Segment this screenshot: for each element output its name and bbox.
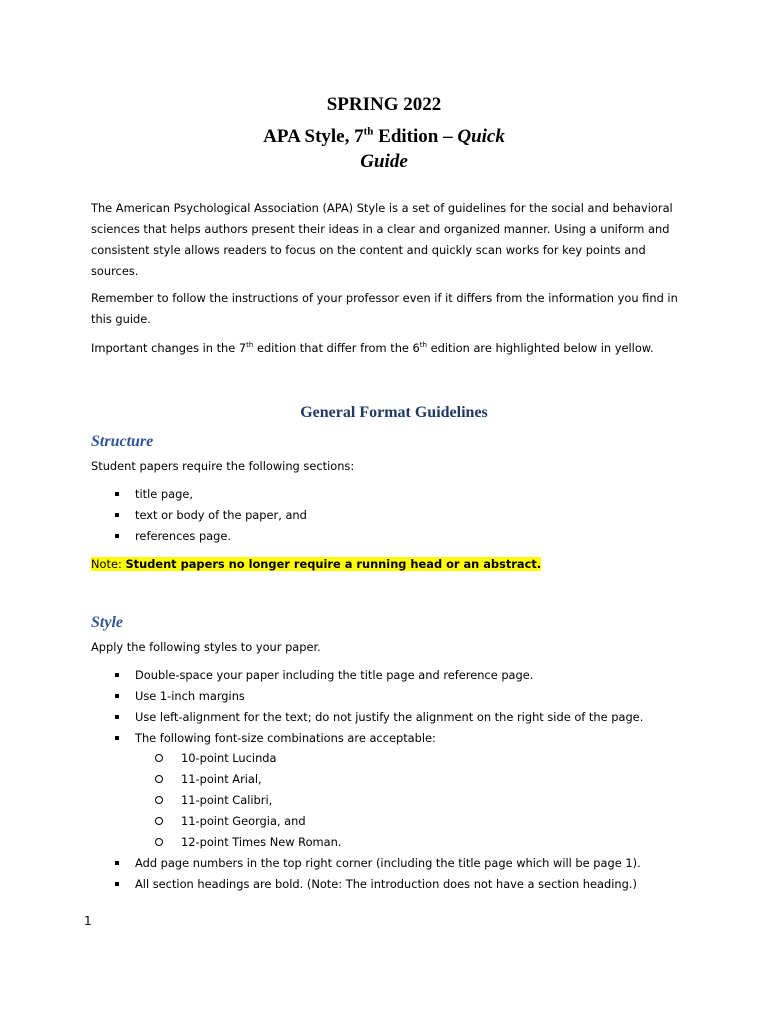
- list-item: 11-point Calibri,: [155, 790, 341, 811]
- list-item: 11-point Arial,: [155, 769, 341, 790]
- circle-bullet-icon: [155, 775, 163, 783]
- page-number: 1: [84, 914, 92, 928]
- style-list-continued: [113, 853, 641, 895]
- style-heading: Style: [91, 614, 123, 631]
- square-bullet-icon: [115, 534, 119, 538]
- intro-paragraph: The American Psychological Association (APA) Style is a set of guidelines for the social and behavioral sciences that helps authors present their ideas in a clear and organized manner. Using a uniform and consistent style allows readers to focus on the content and quickly scan works for key points and sources.: [91, 201, 673, 278]
- list-item: Add page numbers in the top right corner (including the title page which will be page 1).: [113, 853, 641, 874]
- changes-paragraph: Important changes in the 7th edition that differ from the 6th edition are highlighted below in yellow.: [91, 341, 654, 355]
- list-item: 10-point Lucinda: [155, 748, 341, 769]
- document-term: SPRING 2022: [326, 94, 442, 115]
- square-bullet-icon: [115, 736, 119, 740]
- circle-bullet-icon: [155, 838, 163, 846]
- font-options-list: [155, 748, 341, 853]
- document-title-continued: Guide: [360, 151, 408, 172]
- instructions-paragraph: Remember to follow the instructions of your professor even if it differs from the information you find in this guide.: [91, 291, 678, 326]
- list-item: 12-point Times New Roman.: [155, 832, 341, 853]
- list-item: Double-space your paper including the title page and reference page.: [113, 665, 643, 686]
- list-item: text or body of the paper, and: [113, 505, 307, 526]
- list-item: Use left-alignment for the text; do not justify the alignment on the right side of the page.: [113, 707, 643, 728]
- document-title: APA Style, 7th Edition – Quick: [263, 125, 505, 147]
- list-item: 11-point Georgia, and: [155, 811, 341, 832]
- list-item: All section headings are bold. (Note: The introduction does not have a section heading.): [113, 874, 641, 895]
- square-bullet-icon: [115, 715, 119, 719]
- list-item: title page,: [113, 484, 307, 505]
- structure-heading: Structure: [91, 433, 154, 450]
- structure-list: [113, 484, 307, 547]
- circle-bullet-icon: [155, 817, 163, 825]
- circle-bullet-icon: [155, 796, 163, 804]
- list-item: references page.: [113, 526, 307, 547]
- style-lead: Apply the following styles to your paper.: [91, 640, 321, 654]
- circle-bullet-icon: [155, 754, 163, 762]
- square-bullet-icon: [115, 513, 119, 517]
- section-heading: General Format Guidelines: [300, 404, 488, 421]
- note-label: Note:: [91, 557, 122, 571]
- style-list: [113, 665, 643, 749]
- square-bullet-icon: [115, 673, 119, 677]
- list-item: Use 1-inch margins: [113, 686, 643, 707]
- structure-lead: Student papers require the following sections:: [91, 459, 355, 473]
- square-bullet-icon: [115, 492, 119, 496]
- note-text: Student papers no longer require a running head or an abstract.: [125, 557, 542, 571]
- square-bullet-icon: [115, 694, 119, 698]
- highlighted-note: [91, 554, 541, 575]
- square-bullet-icon: [115, 861, 119, 865]
- list-item: The following font-size combinations are acceptable:: [113, 728, 643, 749]
- square-bullet-icon: [115, 882, 119, 886]
